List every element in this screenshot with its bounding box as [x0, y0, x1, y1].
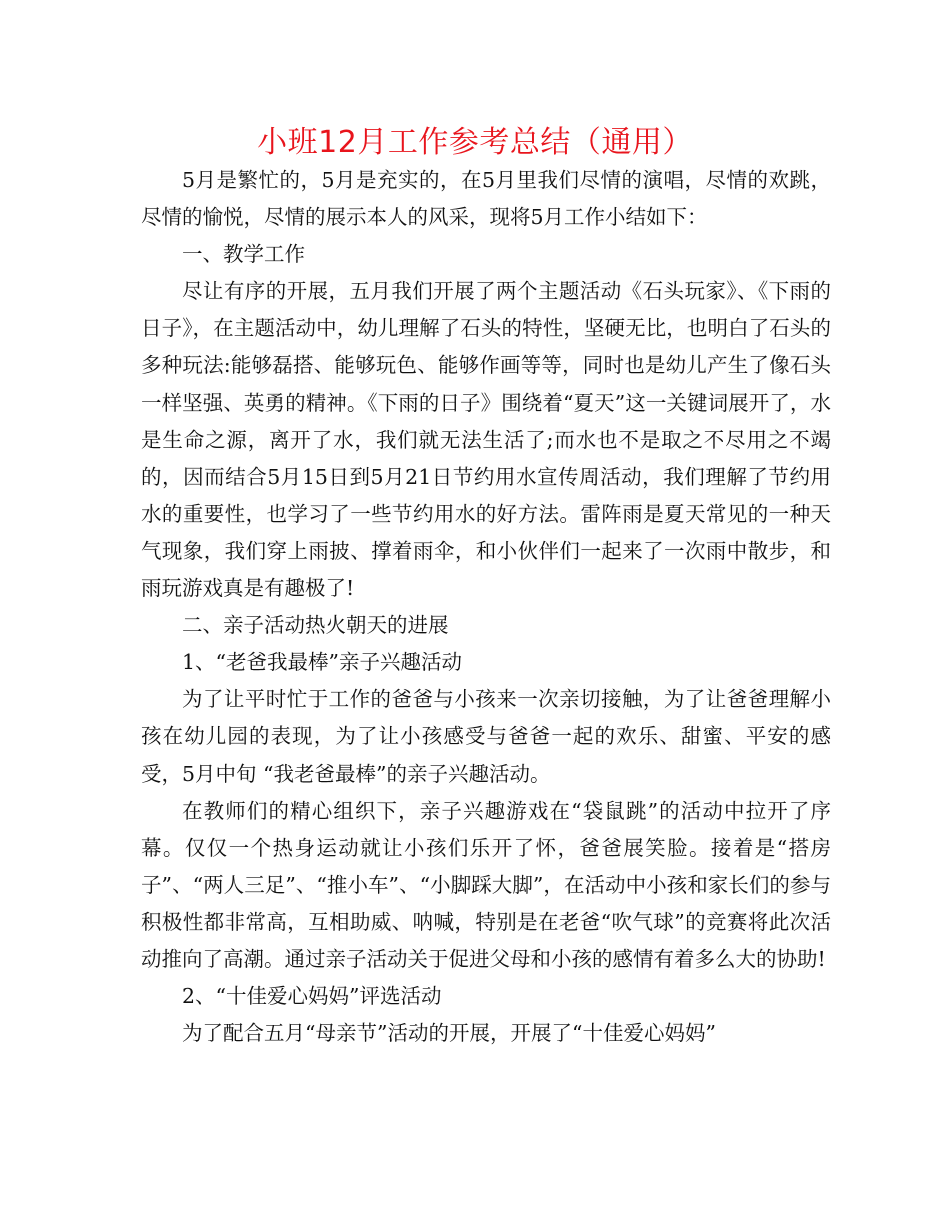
- paragraph-dad-games: 在教师们的精心组织下，亲子兴趣游戏在“袋鼠跳”的活动中拉开了序幕。仅仅一个热身运动就让小孩们乐开了怀，爸爸展笑脸。接着是“搭房子”、“两人三足”、“推小车”、“小脚踩大脚”，在活动中小孩和家长们的参与积极性都非常高，互相助威、呐喊，特别是在老爸“吹气球”的竞赛将此次活动推向了高潮。通过亲子活动关于促进父母和小孩的感情有着多么大的协助!: [141, 798, 831, 971]
- paragraph-teaching: 尽让有序的开展，五月我们开展了两个主题活动《石头玩家》、《下雨的日子》，在主题活动中，幼儿理解了石头的特性，坚硬无比，也明白了石头的多种玩法:能够磊搭、能够玩色、能够作画等等，同时也是幼儿产生了像石头一样坚强、英勇的精神。《下雨的日子》围绕着“夏天”这一关键词展开了，水是生命之源，离开了水，我们就无法生活了;而水也不是取之不尽用之不竭的，因而结合5月15日到5月21日节约用水宣传周活动，我们理解了节约用水的重要性，也学习了一些节约用水的好方法。雷阵雨是夏天常见的一种天气现象，我们穿上雨披、撑着雨伞，和小伙伴们一起来了一次雨中散步，和雨玩游戏真是有趣极了!: [141, 279, 831, 601]
- subheading-mom-selection: 2、“十佳爱心妈妈”评选活动: [182, 984, 442, 1009]
- paragraph-mom-selection: 为了配合五月“母亲节”活动的开展，开展了“十佳爱心妈妈”: [182, 1021, 716, 1046]
- section-heading-parent-child: 二、亲子活动热火朝天的进展: [182, 613, 449, 638]
- paragraph-dad-purpose: 为了让平时忙于工作的爸爸与小孩来一次亲切接触，为了让爸爸理解小孩在幼儿园的表现，为了让小孩感受与爸爸一起的欢乐、甜蜜、平安的感受，5月中旬 “我老爸最棒”的亲子兴趣活动。: [141, 687, 831, 786]
- document-title: 小班12月工作参考总结（通用）: [257, 125, 693, 160]
- paragraph-intro: 5月是繁忙的，5月是充实的，在5月里我们尽情的演唱，尽情的欢跳，尽情的愉悦，尽情的展示本人的风采，现将5月工作小结如下：: [141, 168, 831, 230]
- section-heading-teaching: 一、教学工作: [182, 242, 305, 267]
- subheading-dad-activity: 1、“老爸我最棒”亲子兴趣活动: [182, 650, 463, 675]
- document-body: [141, 162, 831, 1052]
